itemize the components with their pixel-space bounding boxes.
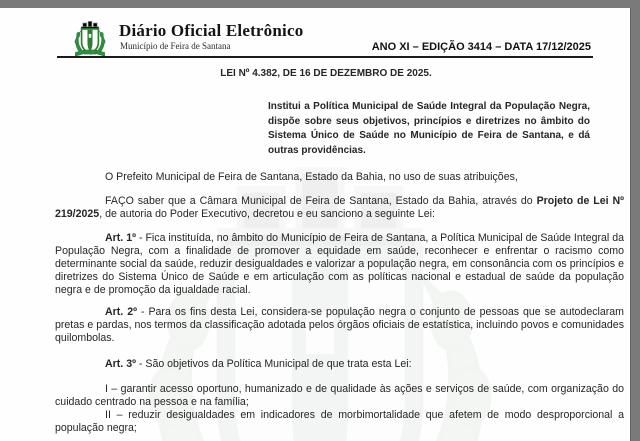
document-page — [0, 8, 631, 441]
gazette-title: Diário Oficial Eletrônico — [119, 21, 304, 40]
law-article-2 — [55, 306, 624, 345]
objective-item-2: II – reduzir desigualdades em indicadores de morbimortalidade que afetem de modo desproporcional a população negra; — [55, 409, 624, 435]
article-2-text: - Para os fins desta Lei, considera-se população negra o conjunto de pessoas que se autodeclaram pretas e pardas, nos termos da classificação adotada pelos órgãos oficiais de estatística, incluindo povos e comunidades quilombolas. — [55, 306, 624, 345]
law-enactment-clause — [55, 195, 624, 221]
article-1-text: - Fica instituída, no âmbito do Município de Feira de Santana, a Política Municipal de Saúde Integral da População Negra, com a finalidade de promover a equidade em saúde, reconhecer e enfrentar o racismo como determinante social da saúde, reduzir desigualdades e valorizar a população negra, em consonância com os princípios e diretrizes do Sistema Único de Saúde e em articulação com as políticas nacional e estadual de saúde da população negra e de promoção da igualdade racial. — [55, 232, 624, 297]
law-article-3 — [55, 358, 624, 371]
enactment-text-post: , de autoria do Poder Executivo, decretou e eu sanciono a seguinte Lei: — [99, 208, 435, 221]
law-title: LEI Nº 4.382, DE 16 DE DEZEMBRO DE 2025. — [220, 68, 432, 79]
article-2-label: Art. 2º — [105, 306, 137, 319]
objective-item-1: I – garantir acesso oportuno, humanizado e de qualidade às ações e serviços de saúde, com organização do cuidado centrado na pessoa e na família; — [55, 383, 624, 409]
edition-line: ANO XI – EDIÇÃO 3414 – DATA 17/12/2025 — [371, 41, 591, 53]
article-1-label: Art. 1º — [105, 232, 136, 245]
law-article-1 — [55, 232, 624, 297]
bill-number: Projeto de Lei Nº 219/2025 — [55, 195, 624, 221]
enactment-text-pre: FAÇO saber que a Câmara Municipal de Feira de Santana, Estado da Bahia, através do — [105, 195, 533, 208]
law-text-body — [0, 8, 630, 435]
article-3-text: - São objetivos da Política Municipal de que trata esta Lei: — [138, 358, 412, 371]
law-ementa: Institui a Política Municipal de Saúde Integral da População Negra, dispõe sobre seus objetivos, princípios e diretrizes no âmbito do Sistema Único de Saúde no Município de Feira de Santana, e dá outras providências. — [268, 101, 590, 156]
gazette-subtitle: Município de Feira de Santana — [120, 41, 231, 51]
article-3-label: Art. 3º — [105, 358, 136, 371]
law-preamble: O Prefeito Municipal de Feira de Santana, Estado da Bahia, no uso de suas atribuições, — [105, 171, 518, 184]
